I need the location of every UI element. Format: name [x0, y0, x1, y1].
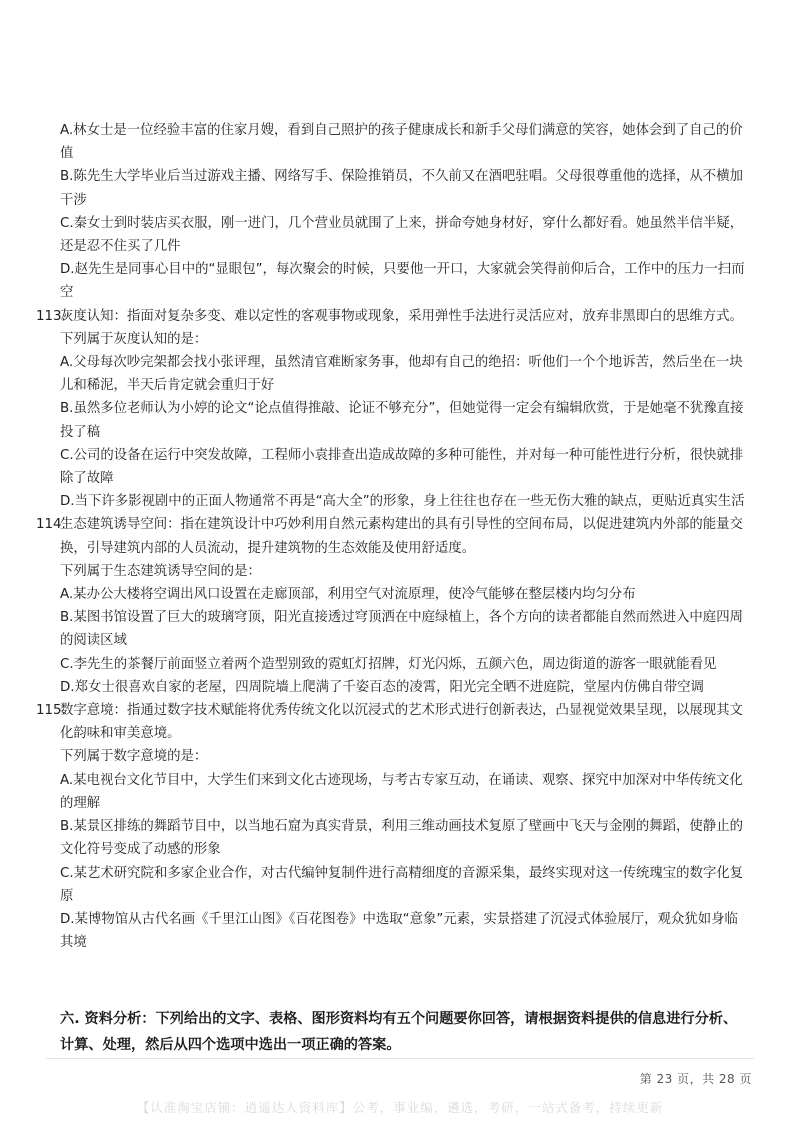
option-c: C.李先生的茶餐厅前面竖立着两个造型别致的霓虹灯招牌，灯光闪烁，五颜六色，周边街道的游客一眼就能看见 [60, 656, 717, 672]
option-c: C.秦女士到时装店买衣服，刚一进门，几个营业员就围了上来，拼命夸她身材好，穿什么都好看。她虽然半信半疑，还是忍不住买了几件 [60, 215, 744, 255]
footer-divider [46, 1058, 754, 1059]
option-c: C.某艺术研究院和多家企业合作，对古代编钟复制件进行高精细度的音源采集，最终实现对这一传统瑰宝的数字化复原 [60, 865, 744, 904]
definition-text: 数字意境：指通过数字技术赋能将优秀传统文化以沉浸式的艺术形式进行创新表达，凸显视觉效果呈现，以展现其文化韵味和审美意境。 [60, 703, 743, 742]
question-113 [36, 305, 746, 514]
option-d: D.郑女士很喜欢自家的老屋，四周院墙上爬满了千姿百态的凌霄，阳光完全晒不进庭院，堂屋内仿佛自带空调 [60, 679, 704, 695]
question-definition [36, 305, 746, 328]
page-number: 第 23 页，共 28 页 [639, 1072, 752, 1086]
question-number: 115. [36, 703, 66, 719]
question-content [36, 119, 746, 954]
question-definition [36, 699, 746, 745]
question-number: 113. [36, 308, 66, 324]
question-prompt: 下列属于数字意境的是： [60, 749, 208, 765]
option-d: D.赵先生是同事心目中的“显眼包”，每次聚会的时候，只要他一开口，大家就会笑得前仰后合，工作中的压力一扫而空 [60, 262, 745, 301]
question-prompt: 下列属于生态建筑诱导空间的是： [60, 563, 261, 579]
option-d: D.当下许多影视剧中的正面人物通常不再是“高大全”的形象，身上往往也存在一些无伤大雅的缺点，更贴近真实生活 [60, 494, 745, 510]
question-number: 114. [36, 517, 66, 533]
question-114 [36, 513, 746, 699]
option-a: A.某电视台文化节目中，大学生们来到文化古迹现场，与考古专家互动，在诵读、观察、探究中加深对中华传统文化的理解 [60, 772, 743, 811]
question-115 [36, 699, 746, 954]
section-heading: 六. 资料分析：下列给出的文字、表格、图形资料均有五个问题要你回答，请根据资料提供的信息进行分析、计算、处理，然后从四个选项中选出一项正确的答案。 [60, 1011, 738, 1054]
question-definition [36, 513, 746, 559]
option-d: D.某博物馆从古代名画《千里江山图》《百花图卷》中选取“意象”元素，实景搭建了沉浸式体验展厅，观众犹如身临其境 [60, 911, 738, 951]
question-prompt: 下列属于灰度认知的是： [60, 331, 208, 347]
option-c: C.公司的设备在运行中突发故障，工程师小袁排查出造成故障的多种可能性，并对每一种可能性进行分析，很快就排除了故障 [60, 447, 744, 487]
watermark-text: 【认准淘宝店铺：逍遥达人资料库】公考，事业编，遴选，考研，一站式备考，持续更新 [136, 1100, 664, 1115]
option-a: A.父母每次吵完架都会找小张评理，虽然清官难断家务事，他却有自己的绝招：听他们一个个地诉苦，然后坐在一块儿和稀泥，半天后肯定就会重归于好 [60, 355, 743, 394]
question-112-options [36, 119, 746, 305]
definition-text: 灰度认知：指面对复杂多变、难以定性的客观事物或现象，采用弹性手法进行灵活应对，放弃非黑即白的思维方式。 [60, 308, 743, 324]
option-b: B.某景区排练的舞蹈节目中，以当地石窟为真实背景，利用三维动画技术复原了壁画中飞天与金刚的舞蹈，使静止的文化符号变成了动感的形象 [60, 819, 743, 858]
option-a: A.林女士是一位经验丰富的住家月嫂，看到自己照护的孩子健康成长和新手父母们满意的笑容，她体会到了自己的价值 [60, 123, 743, 162]
definition-text: 生态建筑诱导空间：指在建筑设计中巧妙利用自然元素构建出的具有引导性的空间布局，以促进建筑内外部的能量交换，引导建筑内部的人员流动，提升建筑物的生态效能及使用舒适度。 [60, 517, 743, 556]
option-b: B.虽然多位老师认为小婷的论文“论点值得推敲、论证不够充分”，但她觉得一定会有编辑欣赏，于是她毫不犹豫直接投了稿 [60, 401, 744, 440]
option-a: A.某办公大楼将空调出风口设置在走廊顶部，利用空气对流原理，使冷气能够在整层楼内均匀分布 [60, 587, 636, 603]
option-b: B.陈先生大学毕业后当过游戏主播、网络写手、保险推销员，不久前又在酒吧驻唱。父母很尊重他的选择，从不横加干涉 [60, 169, 743, 208]
option-b: B.某图书馆设置了巨大的玻璃穹顶，阳光直接透过穹顶洒在中庭绿植上，各个方向的读者都能自然而然进入中庭四周的阅读区域 [60, 610, 743, 649]
